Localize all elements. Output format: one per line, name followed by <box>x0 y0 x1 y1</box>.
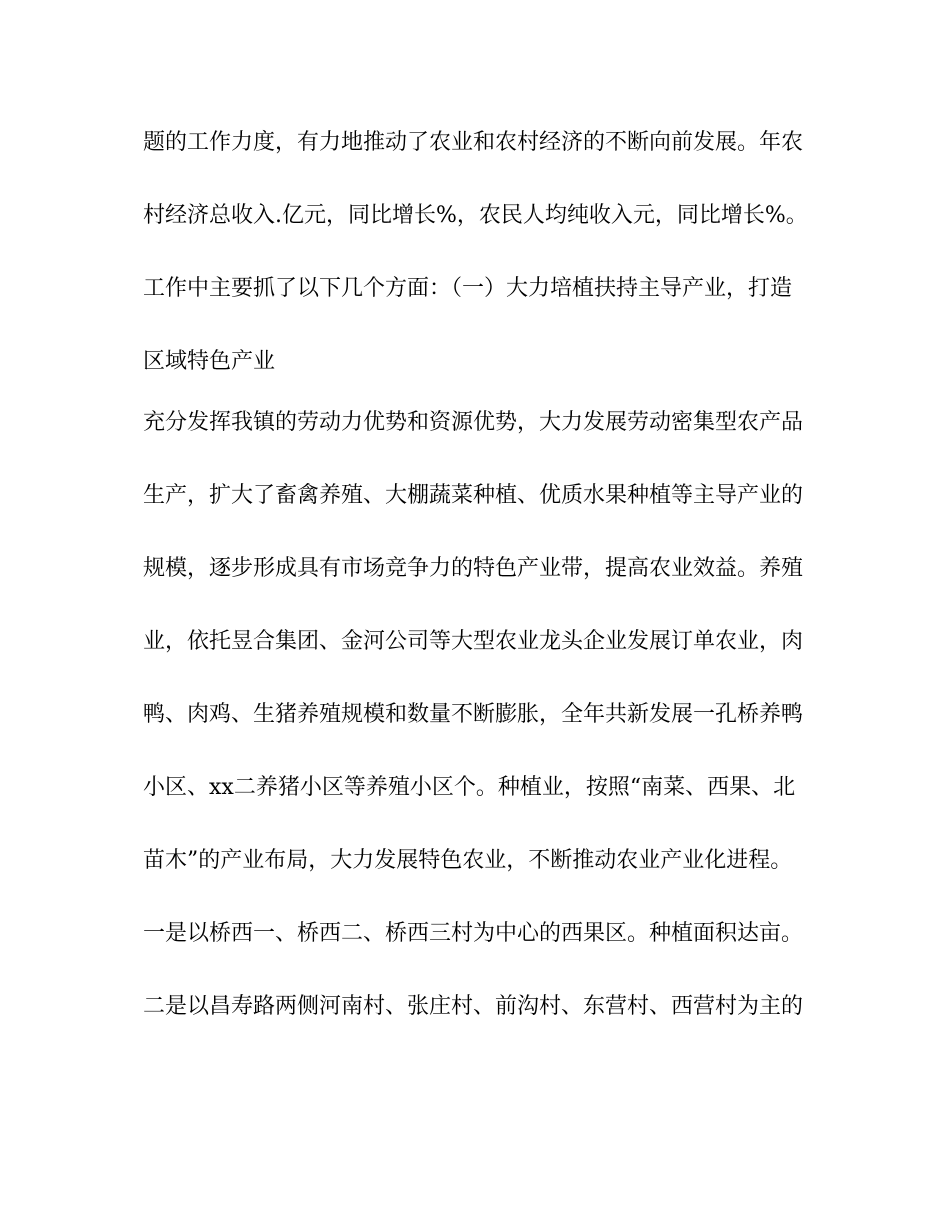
text-line: 一是以桥西一、桥西二、桥西三村为中心的西果区。种植面积达亩。 <box>143 921 804 946</box>
text-line: 小区、xx二养猪小区等养殖小区个。种植业，按照“南菜、西果、北 <box>143 775 796 800</box>
section-heading: 区域特色产业 <box>143 349 276 374</box>
text-line: 工作中主要抓了以下几个方面：（一）大力培植扶持主导产业，打造 <box>143 276 793 301</box>
text-line: 题的工作力度，有力地推动了农业和农村经济的不断向前发展。年农 <box>143 130 804 155</box>
text-line: 二是以昌寿路两侧河南村、张庄村、前沟村、东营村、西营村为主的 <box>143 994 804 1019</box>
text-line: 充分发挥我镇的劳动力优势和资源优势，大力发展劳动密集型农产品 <box>143 410 804 435</box>
text-line: 规模，逐步形成具有市场竞争力的特色产业带，提高农业效益。养殖 <box>143 556 804 581</box>
text-line: 鸭、肉鸡、生猪养殖规模和数量不断膨胀，全年共新发展一孔桥养鸭 <box>143 702 804 727</box>
text-line: 生产，扩大了畜禽养殖、大棚蔬菜种植、优质水果种植等主导产业的 <box>143 483 804 508</box>
text-line: 苗木”的产业布局，大力发展特色农业，不断推动农业产业化进程。 <box>143 848 793 873</box>
text-line: 村经济总收入.亿元，同比增长%，农民人均纯收入元，同比增长%。 <box>143 203 808 228</box>
text-line: 业，依托昱合集团、金河公司等大型农业龙头企业发展订单农业，肉 <box>143 629 804 654</box>
